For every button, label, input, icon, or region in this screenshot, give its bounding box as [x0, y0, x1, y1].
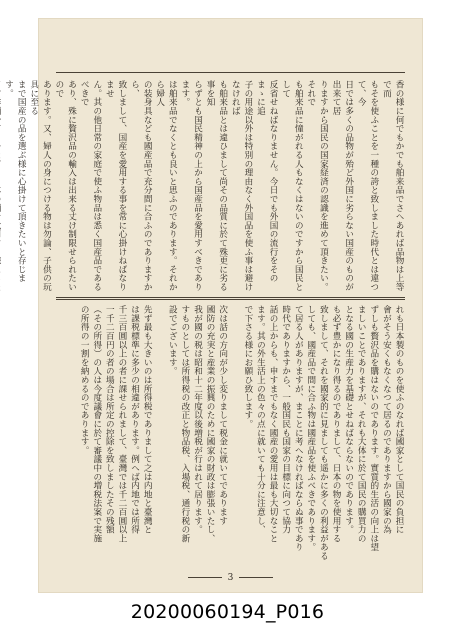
top-text-column: 香の様に何でもかでも舶来品でさへあれば品物は上等で而 もそを使ふことを一種の誇と致しました時代とは違つて、今 日では多くの品物が殆ど外国に劣らない国産のものが出来て居 りますから国民の国家経済の認識を進めて頂きたい。それで も舶来品に憧がれる人もなくはないのですから国民として 反省せねばなりません。今日でも外国の流行をそのまゝに追 子の用途以外は特別の理由なく外国品を使ふ事は避けなければ も舶来品とは違ひまして尚その品質に於て殊更に劣る事を知 らずとも国民精神の上から国産品を愛用すべきであります。 は舶来品でなくとも良いと思ふのであります。それから婦人 の装身具なども國産品で充分間に合ふのでありますから、 致しまして、国産を愛用する事を常に心掛けねばなりませ ん。其の他日常の家庭で使ふ物品は悉く国産品であるべきで あり、殊に贅沢品の輸入は出来る丈け制限せられたいので あります。又、婦人の身につける物は勿論、子供の玩具に至る まで国産の品を選ぶ様に心掛けて頂きたいと存じます。	[3, 80, 404, 292]
folio-dash-right	[239, 577, 273, 578]
top-rule	[56, 72, 405, 73]
document-page	[3, 18, 423, 593]
page-number: 3	[227, 573, 234, 583]
archive-id-caption: 20200060194_P016	[130, 601, 325, 623]
page-folio	[38, 573, 423, 583]
bottom-text-column: れも日本製のものを使ふのなれば國家として国民の負担に 會がそう安くもなくなつて居るのでありますから國家の為 ずしも贅沢品を購はないのであります。實質的生活の向上は望 ましいことでありますが、それも大体に於て国民の購買力の となる國の生産力を基礎とせねばならないのであります。 も必ず豊かになり得るのでありまして、日本の物を使用する 致しまして、それを國家的に見ましても遥かに多くの利益がある しても、國産品で間に合ふ物は國産品を使ふべきであります。 て居る人がありますが、まことに考へなければならぬ事であり 時代でありますから、一般国民も国家の目標に向つて協力 話の上からも、申すまでもなく國産の愛用は最も大切なこと ます。其の外生活上の色々の点に就いても十分に注意し、 で下さる様にお願ひ致します。 次は話の方向が少し変りまして税金に就いてであります 國防の充実と産業の振興のために國家の財政は膨張いたし、 我が國の税は昭和十二年度以後増税が行はれて居ります。 すものとしては所得税の改正と物品税、入場税、通行税の新 設でございます。 先ず最も大きいのは所得税でありまして之は内地と臺灣と は課税標準に多少の相違があります。例へば内地では所得 千三百圓以上の者に課せられまして、臺灣では千二百圓以上 一千二百円の者の場合は所定の控除を致しましたその残額 （その所得）の人は今度議會に於て審議中の増税法案で実施 の所得の一割を納めるのであります。	[79, 305, 404, 561]
folio-dash-left	[188, 577, 222, 578]
middle-double-rule	[56, 297, 405, 300]
